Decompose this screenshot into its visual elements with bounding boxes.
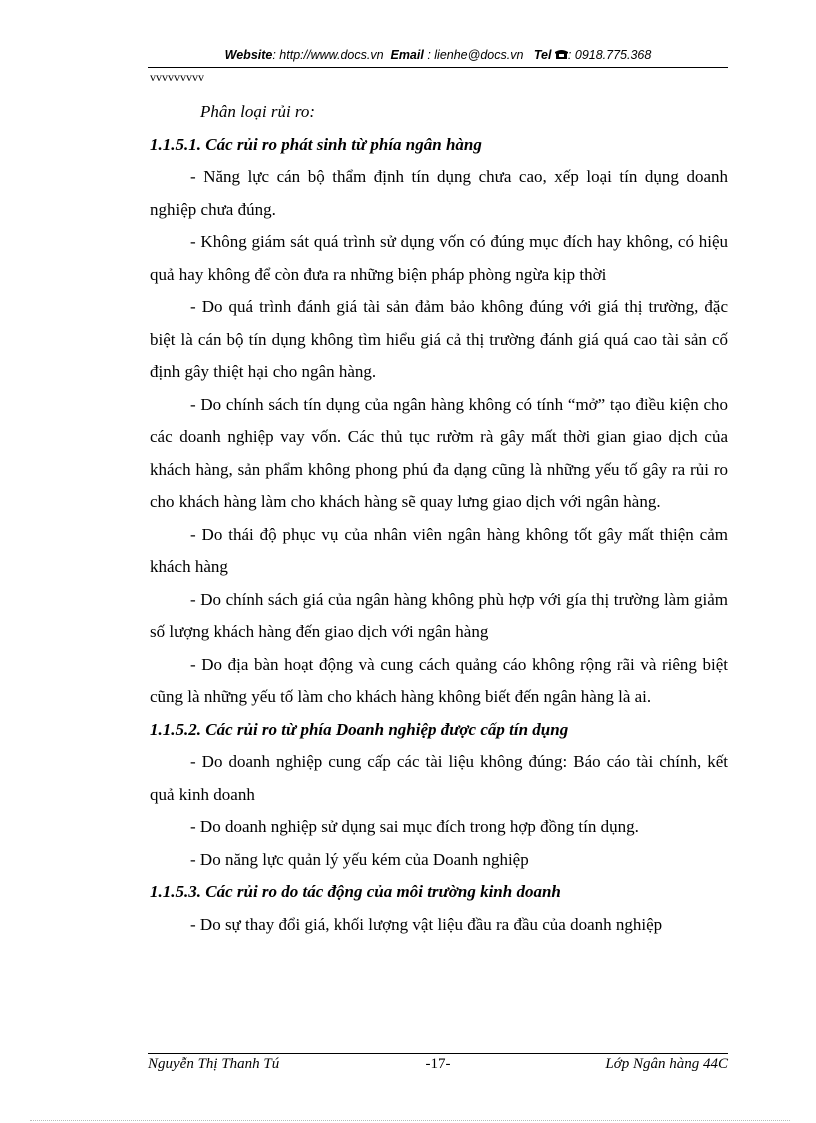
- paragraph: - Do chính sách giá của ngân hàng không phù hợp với gía thị trường làm giảm số lượng khách hàng đến giao dịch với ngân hàng: [150, 589, 728, 641]
- paragraph: - Do chính sách tín dụng của ngân hàng không có tính “mở” tạo điều kiện cho các doanh nghiệp vay vốn. Các thủ tục rườm rà gây mất thời gian giao dịch của khách hàng, sản phẩm không phong phú đa dạng cũng là những yếu tố gây ra rủi ro cho khách hàng làm cho khách hàng sẽ quay lưng giao dịch với ngân hàng.: [150, 394, 728, 511]
- section-label: Phân loại rủi ro:: [200, 102, 316, 121]
- paragraph: - Do doanh nghiệp cung cấp các tài liệu không đúng: Báo cáo tài chính, kết quả kinh doanh: [150, 752, 728, 804]
- paragraph: - Do năng lực quản lý yếu kém của Doanh nghiệp: [190, 849, 529, 869]
- website-label: Website: [224, 48, 273, 62]
- heading-1-1-5-3: 1.1.5.3. Các rủi ro do tác động của môi trường kinh doanh: [150, 882, 561, 901]
- paragraph: - Năng lực cán bộ thẩm định tín dụng chưa cao, xếp loại tín dụng doanh nghiệp chưa đúng.: [150, 167, 728, 219]
- page-header: [148, 48, 728, 62]
- footer-author: Nguyễn Thị Thanh Tú: [148, 1056, 280, 1072]
- email-address[interactable]: : lienhe@docs.vn: [427, 48, 524, 62]
- paragraph: - Do quá trình đánh giá tài sản đảm bảo không đúng với giá thị trường, đặc biệt là cán bộ tín dụng không tìm hiểu giá cả thị trường đánh giá quá cao tài sản cố định gây thiệt hại cho ngân hàng.: [150, 297, 728, 381]
- website-url[interactable]: : http://www.docs.vn: [272, 48, 384, 62]
- tel-label: Tel: [533, 48, 552, 62]
- tel-number: : 0918.775.368: [567, 48, 652, 62]
- document-body: [150, 96, 728, 941]
- footer-class: Lớp Ngân hàng 44C: [605, 1056, 728, 1072]
- page-number: -17-: [425, 1056, 451, 1072]
- heading-1-1-5-2: 1.1.5.2. Các rủi ro từ phía Doanh nghiệp được cấp tín dụng: [150, 719, 569, 739]
- footer-divider: [148, 1053, 728, 1054]
- paragraph: - Không giám sát quá trình sử dụng vốn có đúng mục đích hay không, có hiệu quả hay không để còn đưa ra những biện pháp phòng ngừa kịp thời: [150, 232, 728, 284]
- phone-icon: [555, 49, 568, 60]
- paragraph: - Do địa bàn hoạt động và cung cách quảng cáo không rộng rãi và riêng biệt cũng là những yếu tố làm cho khách hàng không biết đến ngân hàng là ai.: [150, 654, 728, 706]
- page-marker: vvvvvvvvv: [150, 70, 204, 84]
- heading-1-1-5-1: 1.1.5.1. Các rủi ro phát sinh từ phía ngân hàng: [150, 134, 482, 154]
- paragraph: - Do sự thay đổi giá, khối lượng vật liệu đầu ra đầu của doanh nghiệp: [190, 914, 663, 934]
- paragraph: - Do doanh nghiệp sử dụng sai mục đích trong hợp đồng tín dụng.: [190, 817, 639, 836]
- paragraph: - Do thái độ phục vụ của nhân viên ngân hàng không tốt gây mất thiện cảm khách hàng: [150, 524, 728, 576]
- header-divider: [148, 67, 728, 68]
- email-label: Email: [390, 48, 424, 62]
- page-bottom-border: [30, 1120, 790, 1121]
